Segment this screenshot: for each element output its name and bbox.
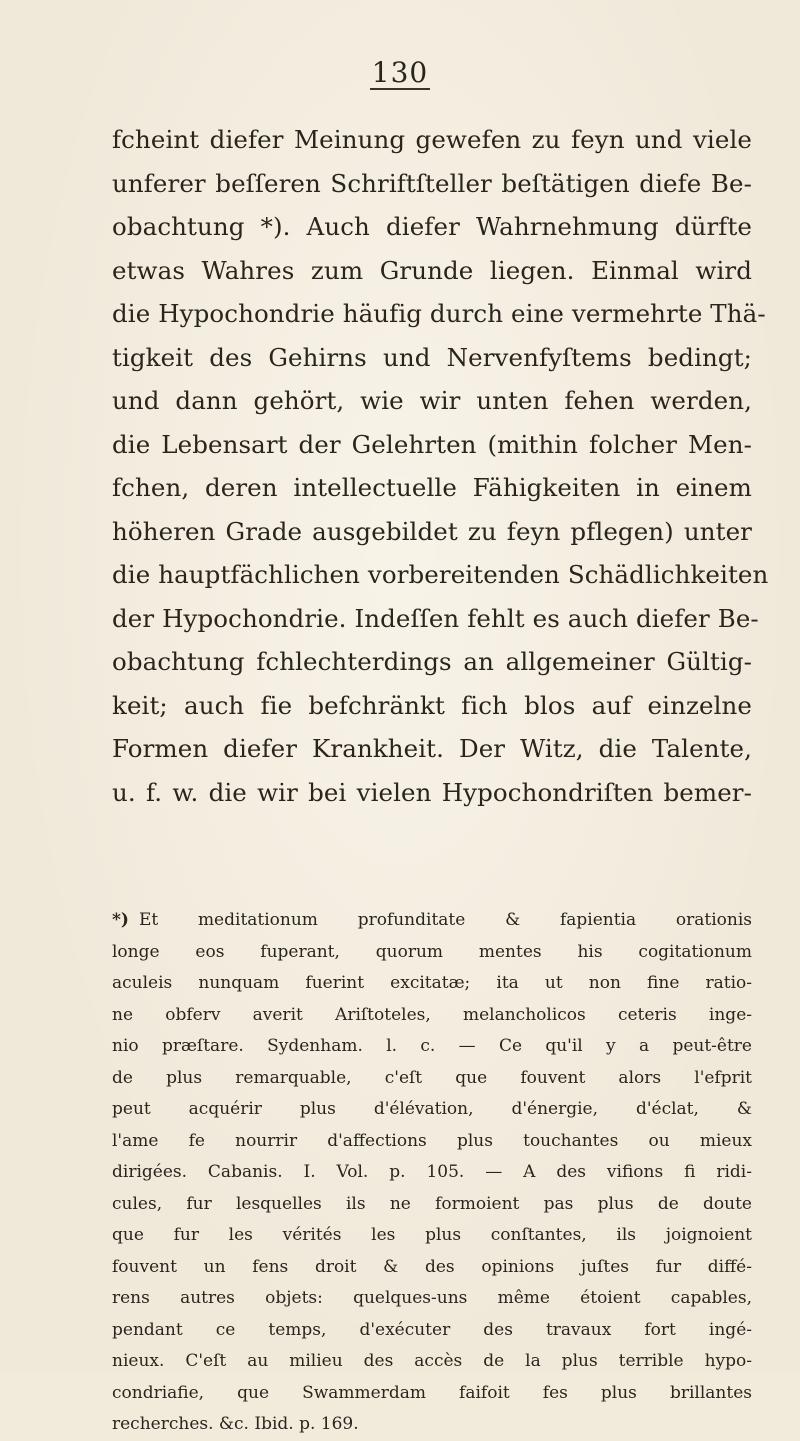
- text-line: keit; auch fie befchränkt fich blos auf einzelne: [112, 690, 752, 720]
- footnote-line: cules, fur lesquelles ils ne formoient pas plus de doute: [112, 1193, 752, 1214]
- text-line: obachtung fchlechterdings an allgemeiner Gültig-: [112, 647, 752, 676]
- footnote-line: dirigées. Cabanis. I. Vol. p. 105. — A des vifions fi ridi-: [112, 1162, 752, 1182]
- footnote-line: ne obferv averit Ariſtoteles, melancholicos ceteris inge-: [112, 1004, 752, 1025]
- text-line: unferer beſſeren Schriftſteller beſtätigen diefe Be-: [112, 168, 752, 198]
- footnote-line: que fur les vérités les plus conſtantes, ils joignoient: [112, 1225, 752, 1245]
- text-line: höheren Grade ausgebildet zu feyn pflegen) unter: [112, 516, 752, 546]
- footnote-line: l'ame fe nourrir d'affections plus touchantes ou mieux: [112, 1130, 752, 1151]
- main-text: [112, 118, 769, 814]
- text-line: Formen diefer Krankheit. Der Witz, die Talente,: [112, 734, 752, 763]
- text-line: und dann gehört, wie wir unten fehen werden,: [112, 386, 752, 415]
- footnote-line: condriafie, que Swammerdam faifoit fes plus brillantes: [112, 1382, 752, 1403]
- footnote-line-text: Et meditationum profunditate & fapientia orationis: [138, 910, 752, 930]
- text-line: die hauptfächlichen vorbereitenden Schädlichkeiten: [112, 560, 769, 589]
- footnote-line: [112, 905, 752, 937]
- text-line: fcheint diefer Meinung gewefen zu feyn und viele: [112, 125, 752, 154]
- footnote-line: nieux. C'eſt au milieu des accès de la plus terrible hypo-: [112, 1351, 752, 1371]
- footnote-line: aculeis nunquam fuerint excitatæ; ita ut non fine ratio-: [112, 973, 752, 993]
- footnote-line: peut acquérir plus d'élévation, d'énergie, d'éclat, &: [112, 1099, 752, 1119]
- footnote-line: de plus remarquable, c'eſt que fouvent alors l'efprit: [112, 1067, 752, 1088]
- footnote-line: recherches. &c. Ibid. p. 169.: [112, 1414, 359, 1434]
- footnote-line: longe eos fuperant, quorum mentes his cogitationum: [112, 941, 752, 962]
- footnote-marker: *): [112, 910, 129, 930]
- text-line: fchen, deren intellectuelle Fähigkeiten in einem: [112, 473, 752, 502]
- footnote-line: rens autres objets: quelques-uns même étoient capables,: [112, 1288, 752, 1308]
- footnote-line: pendant ce temps, d'exécuter des travaux fort ingé-: [112, 1319, 752, 1340]
- footnote-line: nio præſtare. Sydenham. l. c. — Ce qu'il y a peut-être: [112, 1036, 752, 1056]
- page-number: 130: [371, 56, 429, 89]
- footnote: [112, 905, 752, 1441]
- text-line: der Hypochondrie. Indeſſen fehlt es auch diefer Be-: [112, 603, 759, 633]
- text-line: tigkeit des Gehirns und Nervenfyſtems bedingt;: [112, 342, 752, 372]
- text-line: etwas Wahres zum Grunde liegen. Einmal wird: [112, 255, 752, 285]
- text-line: die Hypochondrie häufig durch eine vermehrte Thä-: [112, 299, 766, 328]
- text-line: u. f. w. die wir bei vielen Hypochondriſten bemer-: [112, 777, 752, 807]
- footnote-line: fouvent un fens droit & des opinions juſtes fur diffé-: [112, 1256, 752, 1277]
- text-line: die Lebensart der Gelehrten (mithin folcher Men-: [112, 429, 752, 459]
- text-line: obachtung *). Auch diefer Wahrnehmung dürfte: [112, 212, 752, 241]
